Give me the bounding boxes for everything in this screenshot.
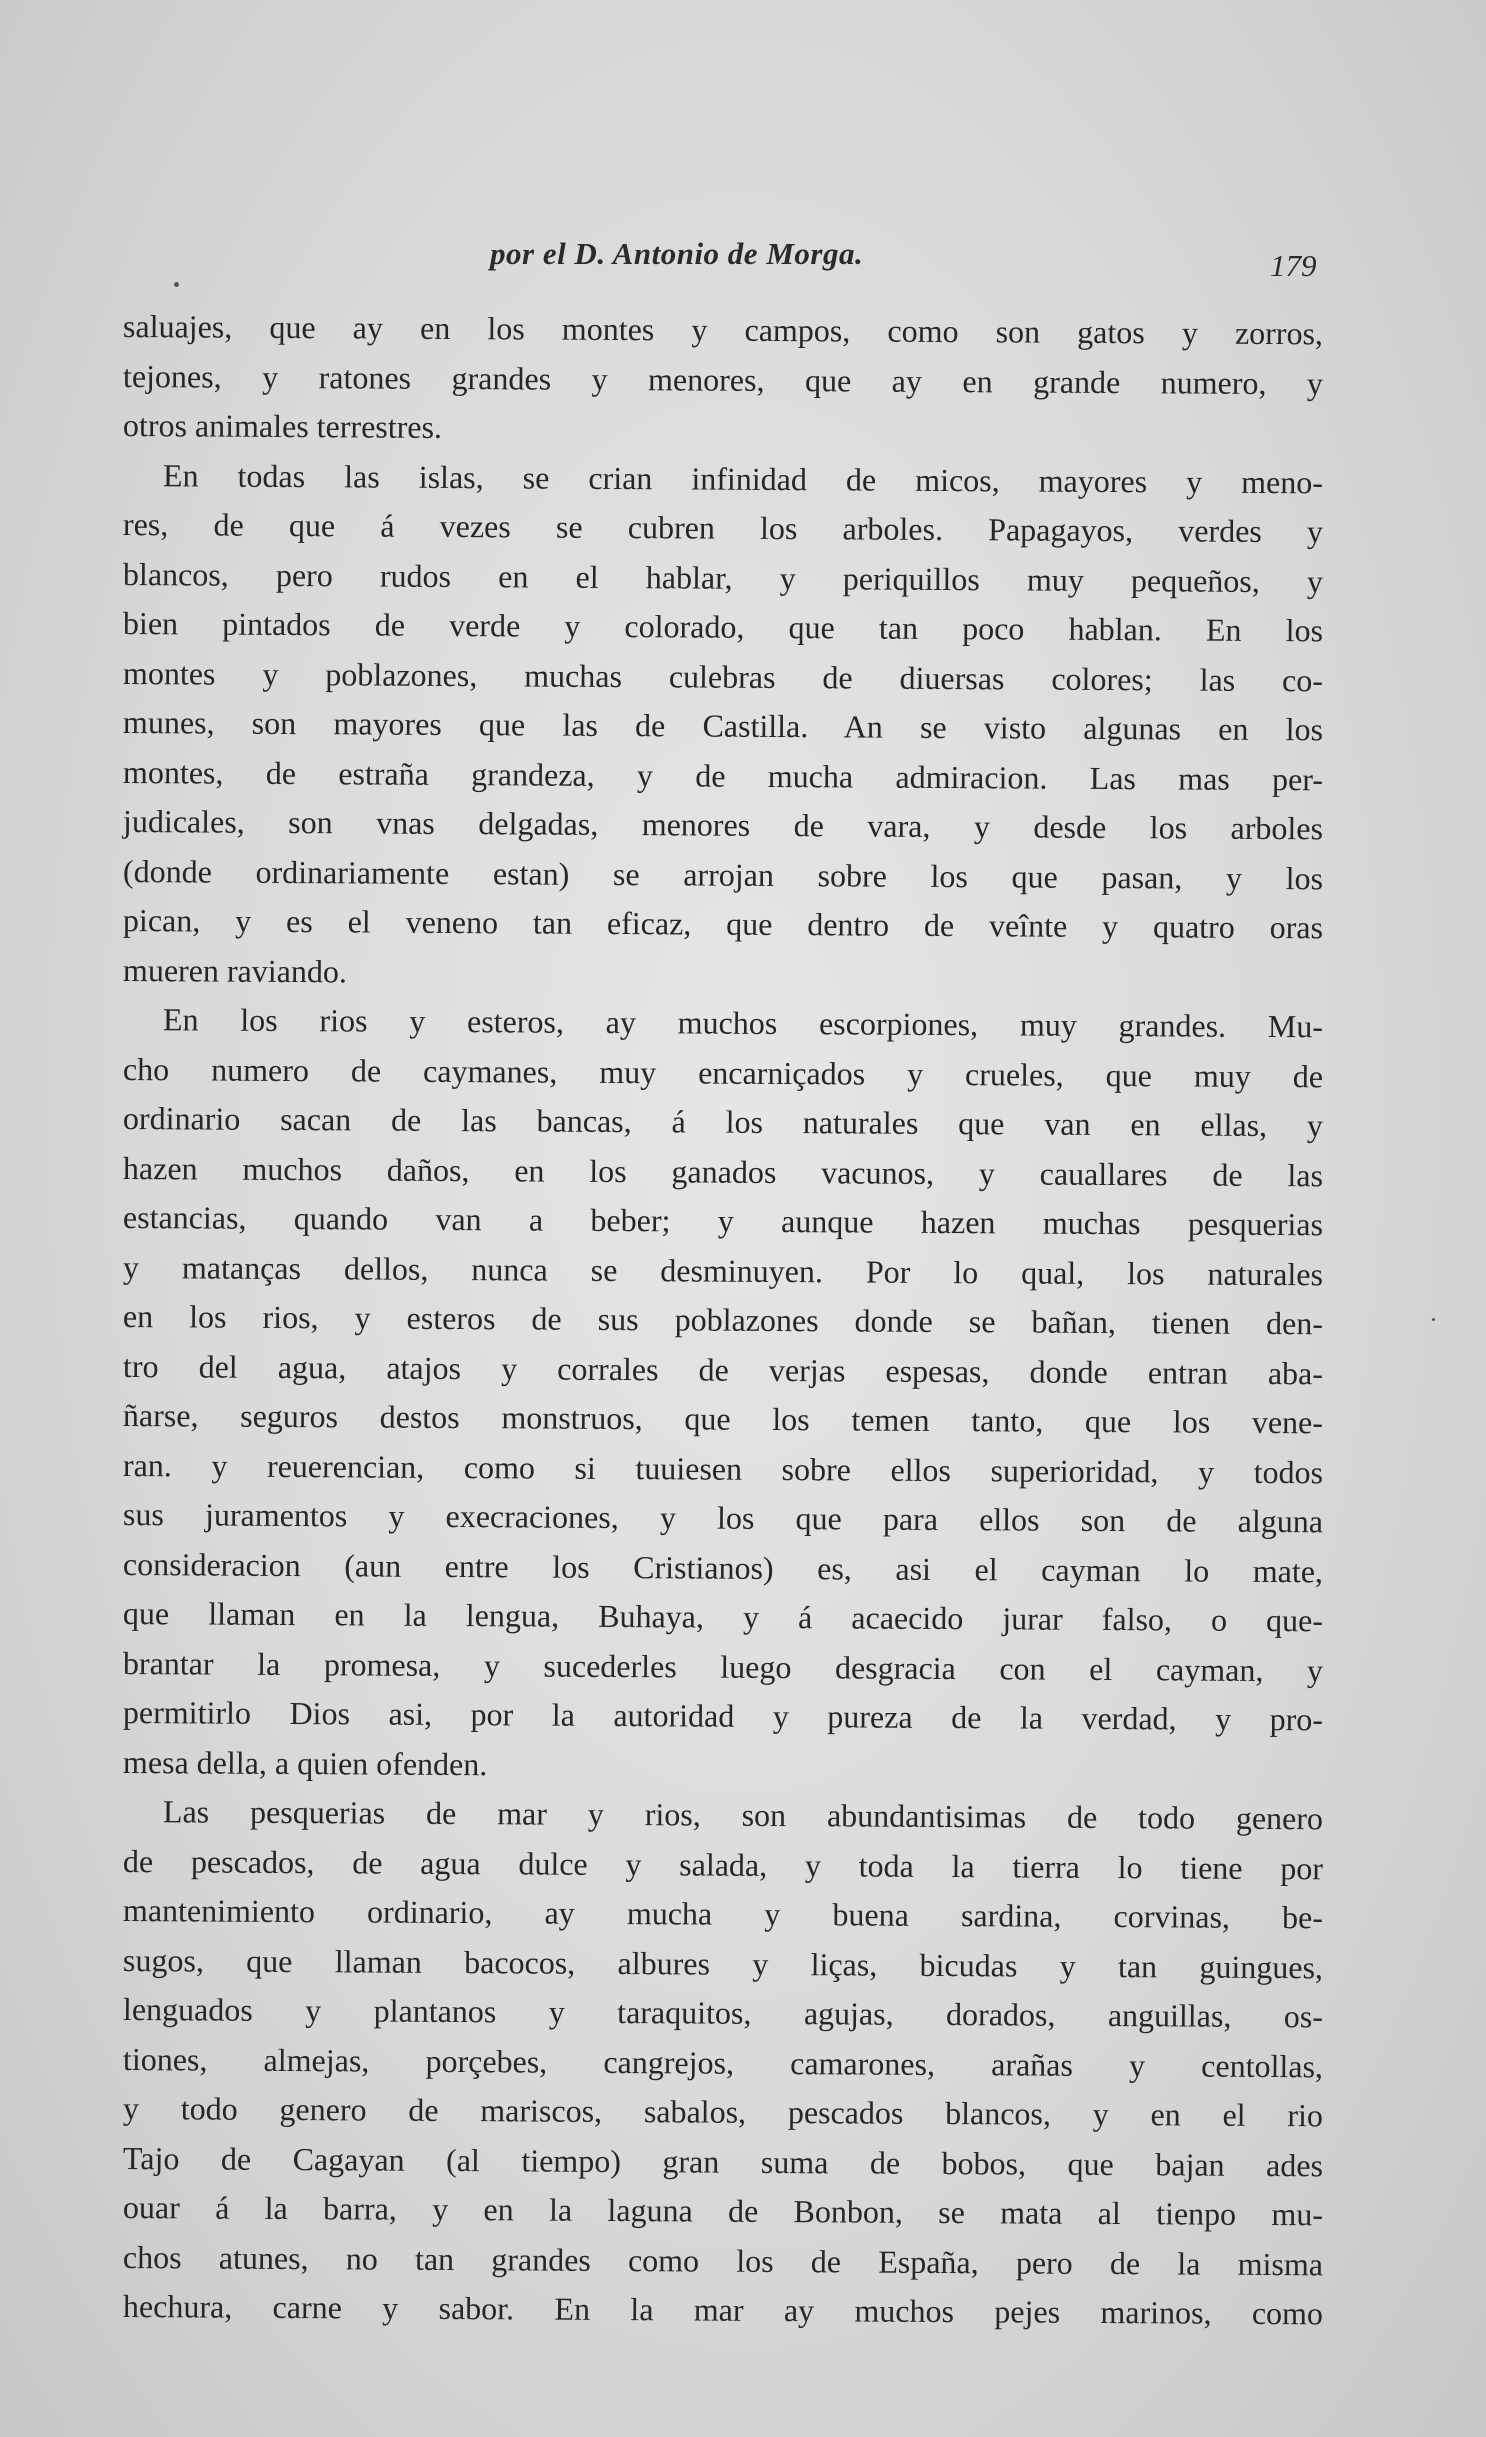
text-line: ñarse, seguros destos monstruos, que los temen tanto, que los vene- [122, 1397, 1324, 1441]
text-line: cho numero de caymanes, muy encarniçados y crueles, que muy de [122, 1050, 1324, 1094]
text-line: sugos, que llaman bacocos, albures y liças, bicudas y tan guingues, [122, 1941, 1324, 1985]
text-line: de pescados, de agua dulce y salada, y toda la tierra lo tiene por [122, 1842, 1324, 1886]
text-line: hazen muchos daños, en los ganados vacunos, y cauallares de las [122, 1149, 1324, 1193]
text-line: munes, son mayores que las de Castilla. An se visto algunas en los [122, 704, 1324, 748]
text-line: blancos, pero rudos en el hablar, y periquillos muy pequeños, y [122, 555, 1324, 599]
text-line: sus juramentos y execraciones, y los que para ellos son de alguna [122, 1496, 1324, 1540]
text-line: hechura, carne y sabor. En la mar ay muchos pejes marinos, como [122, 2288, 1324, 2332]
text-line: ordinario sacan de las bancas, á los naturales que van en ellas, y [122, 1100, 1324, 1144]
text-line: montes, de estraña grandeza, y de mucha admiracion. Las mas per- [122, 753, 1324, 797]
text-line: tejones, y ratones grandes y menores, que ay en grande numero, y [122, 357, 1324, 401]
text-line: lenguados y plantanos y taraquitos, agujas, dorados, anguillas, os- [122, 1991, 1324, 2035]
text-line: mantenimiento ordinario, ay mucha y buena sardina, corvinas, be- [122, 1892, 1324, 1936]
text-line: En todas las islas, se crian infinidad de micos, mayores y meno- [162, 456, 1324, 500]
text-line: estancias, quando van a beber; y aunque hazen muchas pesquerias [122, 1199, 1324, 1243]
page-number: 179 [1270, 248, 1317, 283]
running-title: por el D. Antonio de Morga. [490, 236, 864, 271]
text-line: permitirlo Dios asi, por la autoridad y pureza de la verdad, y pro- [122, 1694, 1324, 1738]
text-line: bien pintados de verde y colorado, que tan poco hablan. En los [122, 605, 1324, 649]
text-line: Las pesquerias de mar y rios, son abundantisimas de todo genero [162, 1793, 1324, 1837]
text-line: pican, y es el veneno tan eficaz, que dentro de veînte y quatro oras [122, 902, 1324, 946]
text-line: saluajes, que ay en los montes y campos, como son gatos y zorros, [122, 308, 1324, 352]
print-speck [1432, 1318, 1435, 1321]
text-line: En los rios y esteros, ay muchos escorpiones, muy grandes. Mu- [162, 1001, 1324, 1045]
text-line: judicales, son vnas delgadas, menores de vara, y desde los arboles [122, 803, 1324, 847]
text-line: montes y poblazones, muchas culebras de diuersas colores; las co- [122, 654, 1324, 698]
text-line: (donde ordinariamente estan) se arrojan sobre los que pasan, y los [122, 852, 1324, 896]
body-text [123, 302, 1323, 2332]
text-line: chos atunes, no tan grandes como los de España, pero de la misma [122, 2238, 1324, 2282]
text-line: otros animales terrestres. [122, 407, 443, 445]
text-line: Tajo de Cagayan (al tiempo) gran suma de bobos, que bajan ades [122, 2139, 1324, 2183]
text-line: y matanças dellos, nunca se desminuyen. Por lo qual, los naturales [122, 1248, 1324, 1292]
text-line: res, de que á vezes se cubren los arboles. Papagayos, verdes y [122, 506, 1324, 550]
text-line: tro del agua, atajos y corrales de verjas espesas, donde entran aba- [122, 1347, 1324, 1391]
text-line: ouar á la barra, y en la laguna de Bonbon, se mata al tienpo mu- [122, 2189, 1324, 2233]
text-line: brantar la promesa, y sucederles luego desgracia con el cayman, y [122, 1644, 1324, 1688]
text-line: mesa della, a quien ofenden. [122, 1743, 488, 1782]
text-line: en los rios, y esteros de sus poblazones donde se bañan, tienen den- [122, 1298, 1324, 1342]
text-line: que llaman en la lengua, Buhaya, y á acaecido jurar falso, o que- [122, 1595, 1324, 1639]
text-line: consideracion (aun entre los Cristianos) es, asi el cayman lo mate, [122, 1545, 1324, 1589]
text-line: ran. y reuerencian, como si tuuiesen sobre ellos superioridad, y todos [122, 1446, 1324, 1490]
print-speck [174, 282, 179, 287]
text-line: mueren raviando. [122, 951, 348, 989]
text-line: y todo genero de mariscos, sabalos, pescados blancos, y en el rio [122, 2090, 1324, 2134]
text-line: tiones, almejas, porçebes, cangrejos, camarones, arañas y centollas, [122, 2040, 1324, 2084]
